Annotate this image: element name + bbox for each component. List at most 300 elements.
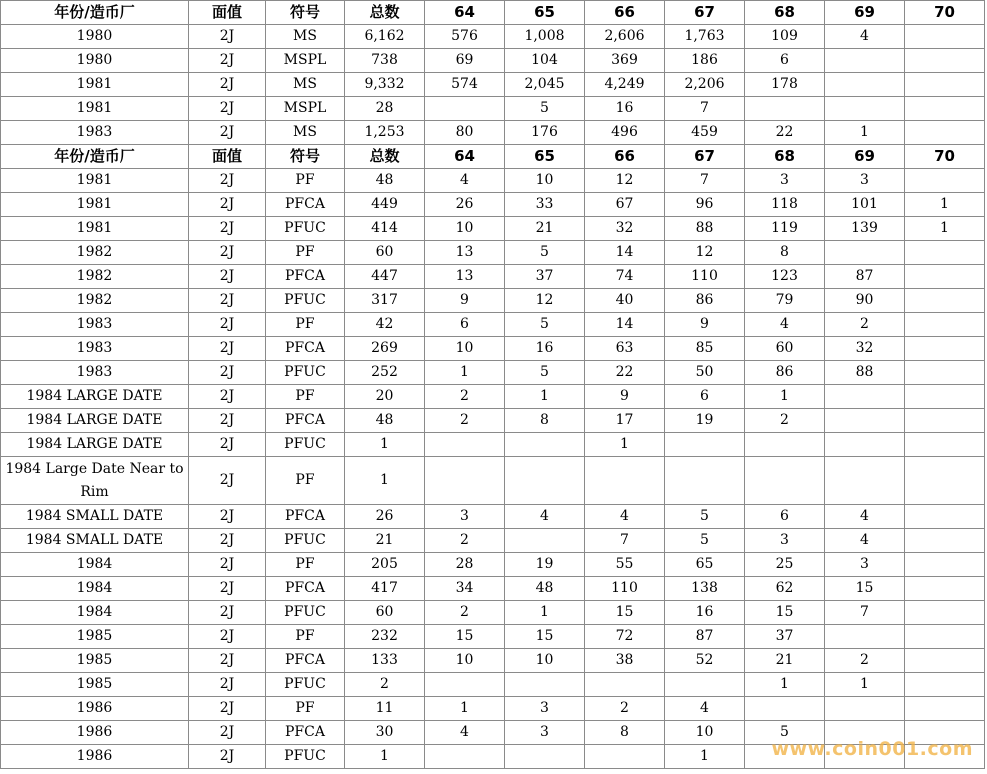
total-cell: 30	[345, 721, 425, 745]
grade-68-cell: 1	[745, 673, 825, 697]
table-row	[1, 73, 985, 97]
grade-67-cell: 88	[665, 217, 745, 241]
grade-69-cell: 1	[825, 121, 905, 145]
grade-67-cell: 186	[665, 49, 745, 73]
grade-69-cell	[825, 457, 905, 505]
year-mint-cell: 1985	[1, 673, 189, 697]
grade-66-cell: 38	[585, 649, 665, 673]
table-row	[1, 625, 985, 649]
table-row	[1, 601, 985, 625]
designation-cell: PFUC	[266, 529, 345, 553]
denomination-cell: 2J	[189, 265, 266, 289]
header-grade-68: 68	[745, 145, 825, 169]
grade-64-cell: 574	[425, 73, 505, 97]
grade-66-cell: 9	[585, 385, 665, 409]
total-cell: 20	[345, 385, 425, 409]
header-grade-70: 70	[905, 145, 985, 169]
grade-67-cell: 1,763	[665, 25, 745, 49]
denomination-cell: 2J	[189, 457, 266, 505]
year-mint-cell: 1980	[1, 49, 189, 73]
denomination-cell: 2J	[189, 553, 266, 577]
denomination-cell: 2J	[189, 625, 266, 649]
header-total: 总数	[345, 1, 425, 25]
table-row	[1, 337, 985, 361]
denomination-cell: 2J	[189, 241, 266, 265]
total-cell: 48	[345, 169, 425, 193]
designation-cell: PFCA	[266, 577, 345, 601]
designation-cell: PF	[266, 625, 345, 649]
table-row	[1, 169, 985, 193]
header-grade-65: 65	[505, 1, 585, 25]
designation-cell: PF	[266, 313, 345, 337]
grade-68-cell: 5	[745, 721, 825, 745]
total-cell: 26	[345, 505, 425, 529]
grade-64-cell: 10	[425, 337, 505, 361]
grade-70-cell	[905, 577, 985, 601]
table-row	[1, 289, 985, 313]
table-row	[1, 25, 985, 49]
table-row	[1, 433, 985, 457]
grade-69-cell	[825, 409, 905, 433]
header-grade-70: 70	[905, 1, 985, 25]
designation-cell: PFUC	[266, 289, 345, 313]
header-row	[1, 145, 985, 169]
header-grade-65: 65	[505, 145, 585, 169]
grade-68-cell: 6	[745, 49, 825, 73]
grade-68-cell: 1	[745, 385, 825, 409]
grade-69-cell	[825, 433, 905, 457]
grade-66-cell	[585, 745, 665, 769]
designation-cell: PFUC	[266, 745, 345, 769]
denomination-cell: 2J	[189, 409, 266, 433]
table-row	[1, 121, 985, 145]
grade-66-cell: 67	[585, 193, 665, 217]
year-mint-cell: 1982	[1, 289, 189, 313]
grade-70-cell	[905, 385, 985, 409]
grade-65-cell	[505, 457, 585, 505]
grade-66-cell: 4	[585, 505, 665, 529]
table-row	[1, 49, 985, 73]
grade-67-cell: 7	[665, 169, 745, 193]
grade-65-cell	[505, 673, 585, 697]
year-mint-cell: 1984	[1, 553, 189, 577]
grade-64-cell: 4	[425, 169, 505, 193]
grade-65-cell: 104	[505, 49, 585, 73]
header-denomination: 面值	[189, 145, 266, 169]
denomination-cell: 2J	[189, 337, 266, 361]
grade-66-cell: 8	[585, 721, 665, 745]
grade-68-cell	[745, 433, 825, 457]
total-cell: 2	[345, 673, 425, 697]
grade-70-cell	[905, 673, 985, 697]
grade-64-cell: 26	[425, 193, 505, 217]
table-row	[1, 577, 985, 601]
grade-70-cell	[905, 505, 985, 529]
table-row	[1, 505, 985, 529]
year-mint-cell: 1985	[1, 649, 189, 673]
grade-65-cell: 5	[505, 313, 585, 337]
grade-69-cell: 139	[825, 217, 905, 241]
grade-70-cell	[905, 73, 985, 97]
grade-68-cell: 118	[745, 193, 825, 217]
grade-64-cell: 28	[425, 553, 505, 577]
year-mint-cell: 1981	[1, 169, 189, 193]
grade-65-cell: 48	[505, 577, 585, 601]
grade-68-cell: 123	[745, 265, 825, 289]
grade-65-cell	[505, 529, 585, 553]
grade-67-cell: 12	[665, 241, 745, 265]
table-row	[1, 673, 985, 697]
grade-65-cell: 3	[505, 697, 585, 721]
designation-cell: PF	[266, 241, 345, 265]
grade-69-cell: 32	[825, 337, 905, 361]
denomination-cell: 2J	[189, 217, 266, 241]
grade-64-cell: 2	[425, 409, 505, 433]
grade-66-cell: 2,606	[585, 25, 665, 49]
denomination-cell: 2J	[189, 289, 266, 313]
designation-cell: MS	[266, 25, 345, 49]
total-cell: 1	[345, 457, 425, 505]
year-mint-cell: 1985	[1, 625, 189, 649]
grade-65-cell	[505, 433, 585, 457]
grade-64-cell	[425, 673, 505, 697]
grade-65-cell: 5	[505, 361, 585, 385]
grade-65-cell: 8	[505, 409, 585, 433]
grade-64-cell: 4	[425, 721, 505, 745]
grade-69-cell	[825, 385, 905, 409]
grade-66-cell: 7	[585, 529, 665, 553]
header-denomination: 面值	[189, 1, 266, 25]
grade-70-cell	[905, 625, 985, 649]
total-cell: 252	[345, 361, 425, 385]
total-cell: 449	[345, 193, 425, 217]
grade-64-cell: 69	[425, 49, 505, 73]
total-cell: 269	[345, 337, 425, 361]
total-cell: 738	[345, 49, 425, 73]
grade-64-cell: 2	[425, 601, 505, 625]
grade-68-cell: 2	[745, 409, 825, 433]
header-total: 总数	[345, 145, 425, 169]
designation-cell: MSPL	[266, 49, 345, 73]
total-cell: 447	[345, 265, 425, 289]
denomination-cell: 2J	[189, 505, 266, 529]
table-row	[1, 649, 985, 673]
grade-70-cell	[905, 529, 985, 553]
header-grade-67: 67	[665, 145, 745, 169]
grade-70-cell	[905, 649, 985, 673]
total-cell: 48	[345, 409, 425, 433]
total-cell: 60	[345, 241, 425, 265]
grade-68-cell: 3	[745, 529, 825, 553]
grade-67-cell: 459	[665, 121, 745, 145]
total-cell: 1	[345, 433, 425, 457]
grade-69-cell: 3	[825, 553, 905, 577]
grade-69-cell	[825, 73, 905, 97]
designation-cell: MS	[266, 121, 345, 145]
total-cell: 1,253	[345, 121, 425, 145]
grade-67-cell: 52	[665, 649, 745, 673]
total-cell: 133	[345, 649, 425, 673]
grade-67-cell: 6	[665, 385, 745, 409]
grade-68-cell: 21	[745, 649, 825, 673]
year-mint-cell: 1984 LARGE DATE	[1, 433, 189, 457]
grade-67-cell: 16	[665, 601, 745, 625]
grade-64-cell	[425, 97, 505, 121]
total-cell: 28	[345, 97, 425, 121]
grade-65-cell: 3	[505, 721, 585, 745]
grade-67-cell: 9	[665, 313, 745, 337]
header-grade-69: 69	[825, 1, 905, 25]
grade-70-cell	[905, 49, 985, 73]
year-mint-cell: 1986	[1, 721, 189, 745]
denomination-cell: 2J	[189, 721, 266, 745]
designation-cell: MSPL	[266, 97, 345, 121]
grade-68-cell: 22	[745, 121, 825, 145]
designation-cell: PF	[266, 553, 345, 577]
grade-70-cell	[905, 361, 985, 385]
header-grade-64: 64	[425, 1, 505, 25]
total-cell: 6,162	[345, 25, 425, 49]
grade-65-cell: 15	[505, 625, 585, 649]
table-row	[1, 97, 985, 121]
denomination-cell: 2J	[189, 73, 266, 97]
grade-65-cell: 33	[505, 193, 585, 217]
year-mint-cell: 1986	[1, 697, 189, 721]
grade-68-cell: 109	[745, 25, 825, 49]
table-row	[1, 241, 985, 265]
grade-70-cell: 1	[905, 217, 985, 241]
denomination-cell: 2J	[189, 169, 266, 193]
year-mint-cell: 1983	[1, 337, 189, 361]
table-row	[1, 193, 985, 217]
grade-68-cell: 8	[745, 241, 825, 265]
grade-64-cell: 2	[425, 529, 505, 553]
designation-cell: PFCA	[266, 505, 345, 529]
grade-67-cell: 65	[665, 553, 745, 577]
grade-69-cell: 90	[825, 289, 905, 313]
year-mint-cell: 1984 SMALL DATE	[1, 529, 189, 553]
designation-cell: PFCA	[266, 337, 345, 361]
grade-66-cell: 16	[585, 97, 665, 121]
grade-67-cell: 5	[665, 505, 745, 529]
header-grade-67: 67	[665, 1, 745, 25]
grade-70-cell	[905, 697, 985, 721]
grade-64-cell: 10	[425, 649, 505, 673]
year-mint-cell: 1984 LARGE DATE	[1, 385, 189, 409]
grade-69-cell: 3	[825, 169, 905, 193]
grade-66-cell: 55	[585, 553, 665, 577]
grade-64-cell: 2	[425, 385, 505, 409]
denomination-cell: 2J	[189, 313, 266, 337]
grade-65-cell: 2,045	[505, 73, 585, 97]
year-mint-cell: 1983	[1, 121, 189, 145]
year-mint-cell: 1983	[1, 313, 189, 337]
designation-cell: PFUC	[266, 601, 345, 625]
grade-66-cell: 1	[585, 433, 665, 457]
year-mint-cell: 1984 LARGE DATE	[1, 409, 189, 433]
total-cell: 232	[345, 625, 425, 649]
designation-cell: PFCA	[266, 721, 345, 745]
grade-68-cell: 86	[745, 361, 825, 385]
grade-65-cell: 4	[505, 505, 585, 529]
designation-cell: PFCA	[266, 409, 345, 433]
grade-64-cell: 13	[425, 265, 505, 289]
table-row	[1, 697, 985, 721]
grade-65-cell	[505, 745, 585, 769]
denomination-cell: 2J	[189, 529, 266, 553]
grade-65-cell: 1	[505, 385, 585, 409]
grade-66-cell: 72	[585, 625, 665, 649]
grade-67-cell: 10	[665, 721, 745, 745]
grade-68-cell: 79	[745, 289, 825, 313]
grade-70-cell	[905, 121, 985, 145]
grade-66-cell: 12	[585, 169, 665, 193]
header-year-mint: 年份/造币厂	[1, 1, 189, 25]
grade-65-cell: 1	[505, 601, 585, 625]
header-designation: 符号	[266, 145, 345, 169]
header-grade-64: 64	[425, 145, 505, 169]
table-row	[1, 361, 985, 385]
grade-69-cell: 87	[825, 265, 905, 289]
grade-68-cell: 15	[745, 601, 825, 625]
grade-68-cell: 4	[745, 313, 825, 337]
grade-68-cell: 37	[745, 625, 825, 649]
table-row	[1, 457, 985, 505]
grade-66-cell	[585, 457, 665, 505]
grade-67-cell: 19	[665, 409, 745, 433]
grade-70-cell	[905, 601, 985, 625]
total-cell: 317	[345, 289, 425, 313]
grade-67-cell: 2,206	[665, 73, 745, 97]
grade-65-cell: 21	[505, 217, 585, 241]
grade-68-cell: 60	[745, 337, 825, 361]
grade-69-cell: 2	[825, 649, 905, 673]
grade-68-cell: 3	[745, 169, 825, 193]
grade-70-cell	[905, 25, 985, 49]
denomination-cell: 2J	[189, 649, 266, 673]
grade-70-cell: 1	[905, 193, 985, 217]
grade-68-cell	[745, 697, 825, 721]
designation-cell: PFUC	[266, 673, 345, 697]
grade-66-cell: 63	[585, 337, 665, 361]
grade-68-cell: 62	[745, 577, 825, 601]
grade-70-cell	[905, 313, 985, 337]
grade-67-cell: 4	[665, 697, 745, 721]
grade-67-cell: 110	[665, 265, 745, 289]
grade-67-cell: 50	[665, 361, 745, 385]
grade-66-cell: 15	[585, 601, 665, 625]
grade-69-cell	[825, 697, 905, 721]
denomination-cell: 2J	[189, 193, 266, 217]
grade-68-cell	[745, 97, 825, 121]
year-mint-cell: 1982	[1, 241, 189, 265]
grade-69-cell: 4	[825, 25, 905, 49]
total-cell: 9,332	[345, 73, 425, 97]
grade-67-cell: 7	[665, 97, 745, 121]
year-mint-cell: 1984	[1, 601, 189, 625]
grade-67-cell: 87	[665, 625, 745, 649]
denomination-cell: 2J	[189, 385, 266, 409]
grade-70-cell	[905, 289, 985, 313]
grade-64-cell: 576	[425, 25, 505, 49]
year-mint-cell: 1981	[1, 217, 189, 241]
header-row	[1, 1, 985, 25]
year-mint-cell: 1986	[1, 745, 189, 769]
table-row	[1, 385, 985, 409]
grade-69-cell	[825, 625, 905, 649]
grade-66-cell: 14	[585, 241, 665, 265]
total-cell: 42	[345, 313, 425, 337]
year-mint-cell: 1984	[1, 577, 189, 601]
denomination-cell: 2J	[189, 49, 266, 73]
grade-69-cell: 4	[825, 505, 905, 529]
grade-65-cell: 16	[505, 337, 585, 361]
grade-65-cell: 10	[505, 649, 585, 673]
year-mint-cell: 1981	[1, 193, 189, 217]
denomination-cell: 2J	[189, 25, 266, 49]
designation-cell: PFCA	[266, 649, 345, 673]
grade-67-cell: 5	[665, 529, 745, 553]
year-mint-cell: 1983	[1, 361, 189, 385]
table-row	[1, 529, 985, 553]
grade-66-cell	[585, 673, 665, 697]
grade-64-cell	[425, 433, 505, 457]
grade-69-cell	[825, 241, 905, 265]
denomination-cell: 2J	[189, 433, 266, 457]
grade-69-cell: 15	[825, 577, 905, 601]
year-mint-cell: 1981	[1, 97, 189, 121]
designation-cell: PF	[266, 457, 345, 505]
designation-cell: PFUC	[266, 217, 345, 241]
table-row	[1, 313, 985, 337]
grade-67-cell: 96	[665, 193, 745, 217]
grade-67-cell	[665, 433, 745, 457]
header-grade-68: 68	[745, 1, 825, 25]
table-row	[1, 553, 985, 577]
grade-70-cell	[905, 241, 985, 265]
grade-66-cell: 4,249	[585, 73, 665, 97]
total-cell: 417	[345, 577, 425, 601]
year-mint-cell: 1982	[1, 265, 189, 289]
grade-70-cell	[905, 169, 985, 193]
grade-67-cell: 86	[665, 289, 745, 313]
grade-66-cell: 496	[585, 121, 665, 145]
grade-68-cell: 25	[745, 553, 825, 577]
designation-cell: PF	[266, 385, 345, 409]
designation-cell: PFUC	[266, 361, 345, 385]
grade-70-cell	[905, 409, 985, 433]
year-mint-cell: 1984 SMALL DATE	[1, 505, 189, 529]
table-row	[1, 217, 985, 241]
total-cell: 60	[345, 601, 425, 625]
year-mint-cell: 1980	[1, 25, 189, 49]
denomination-cell: 2J	[189, 673, 266, 697]
grade-65-cell: 1,008	[505, 25, 585, 49]
grade-66-cell: 14	[585, 313, 665, 337]
watermark: www.coin001.com	[771, 738, 973, 760]
grade-66-cell: 17	[585, 409, 665, 433]
table-row	[1, 409, 985, 433]
grade-64-cell: 1	[425, 697, 505, 721]
grade-65-cell: 37	[505, 265, 585, 289]
grade-65-cell: 5	[505, 241, 585, 265]
table-row	[1, 265, 985, 289]
grade-66-cell: 32	[585, 217, 665, 241]
designation-cell: PFCA	[266, 265, 345, 289]
grade-67-cell: 138	[665, 577, 745, 601]
designation-cell: PF	[266, 697, 345, 721]
header-grade-66: 66	[585, 1, 665, 25]
